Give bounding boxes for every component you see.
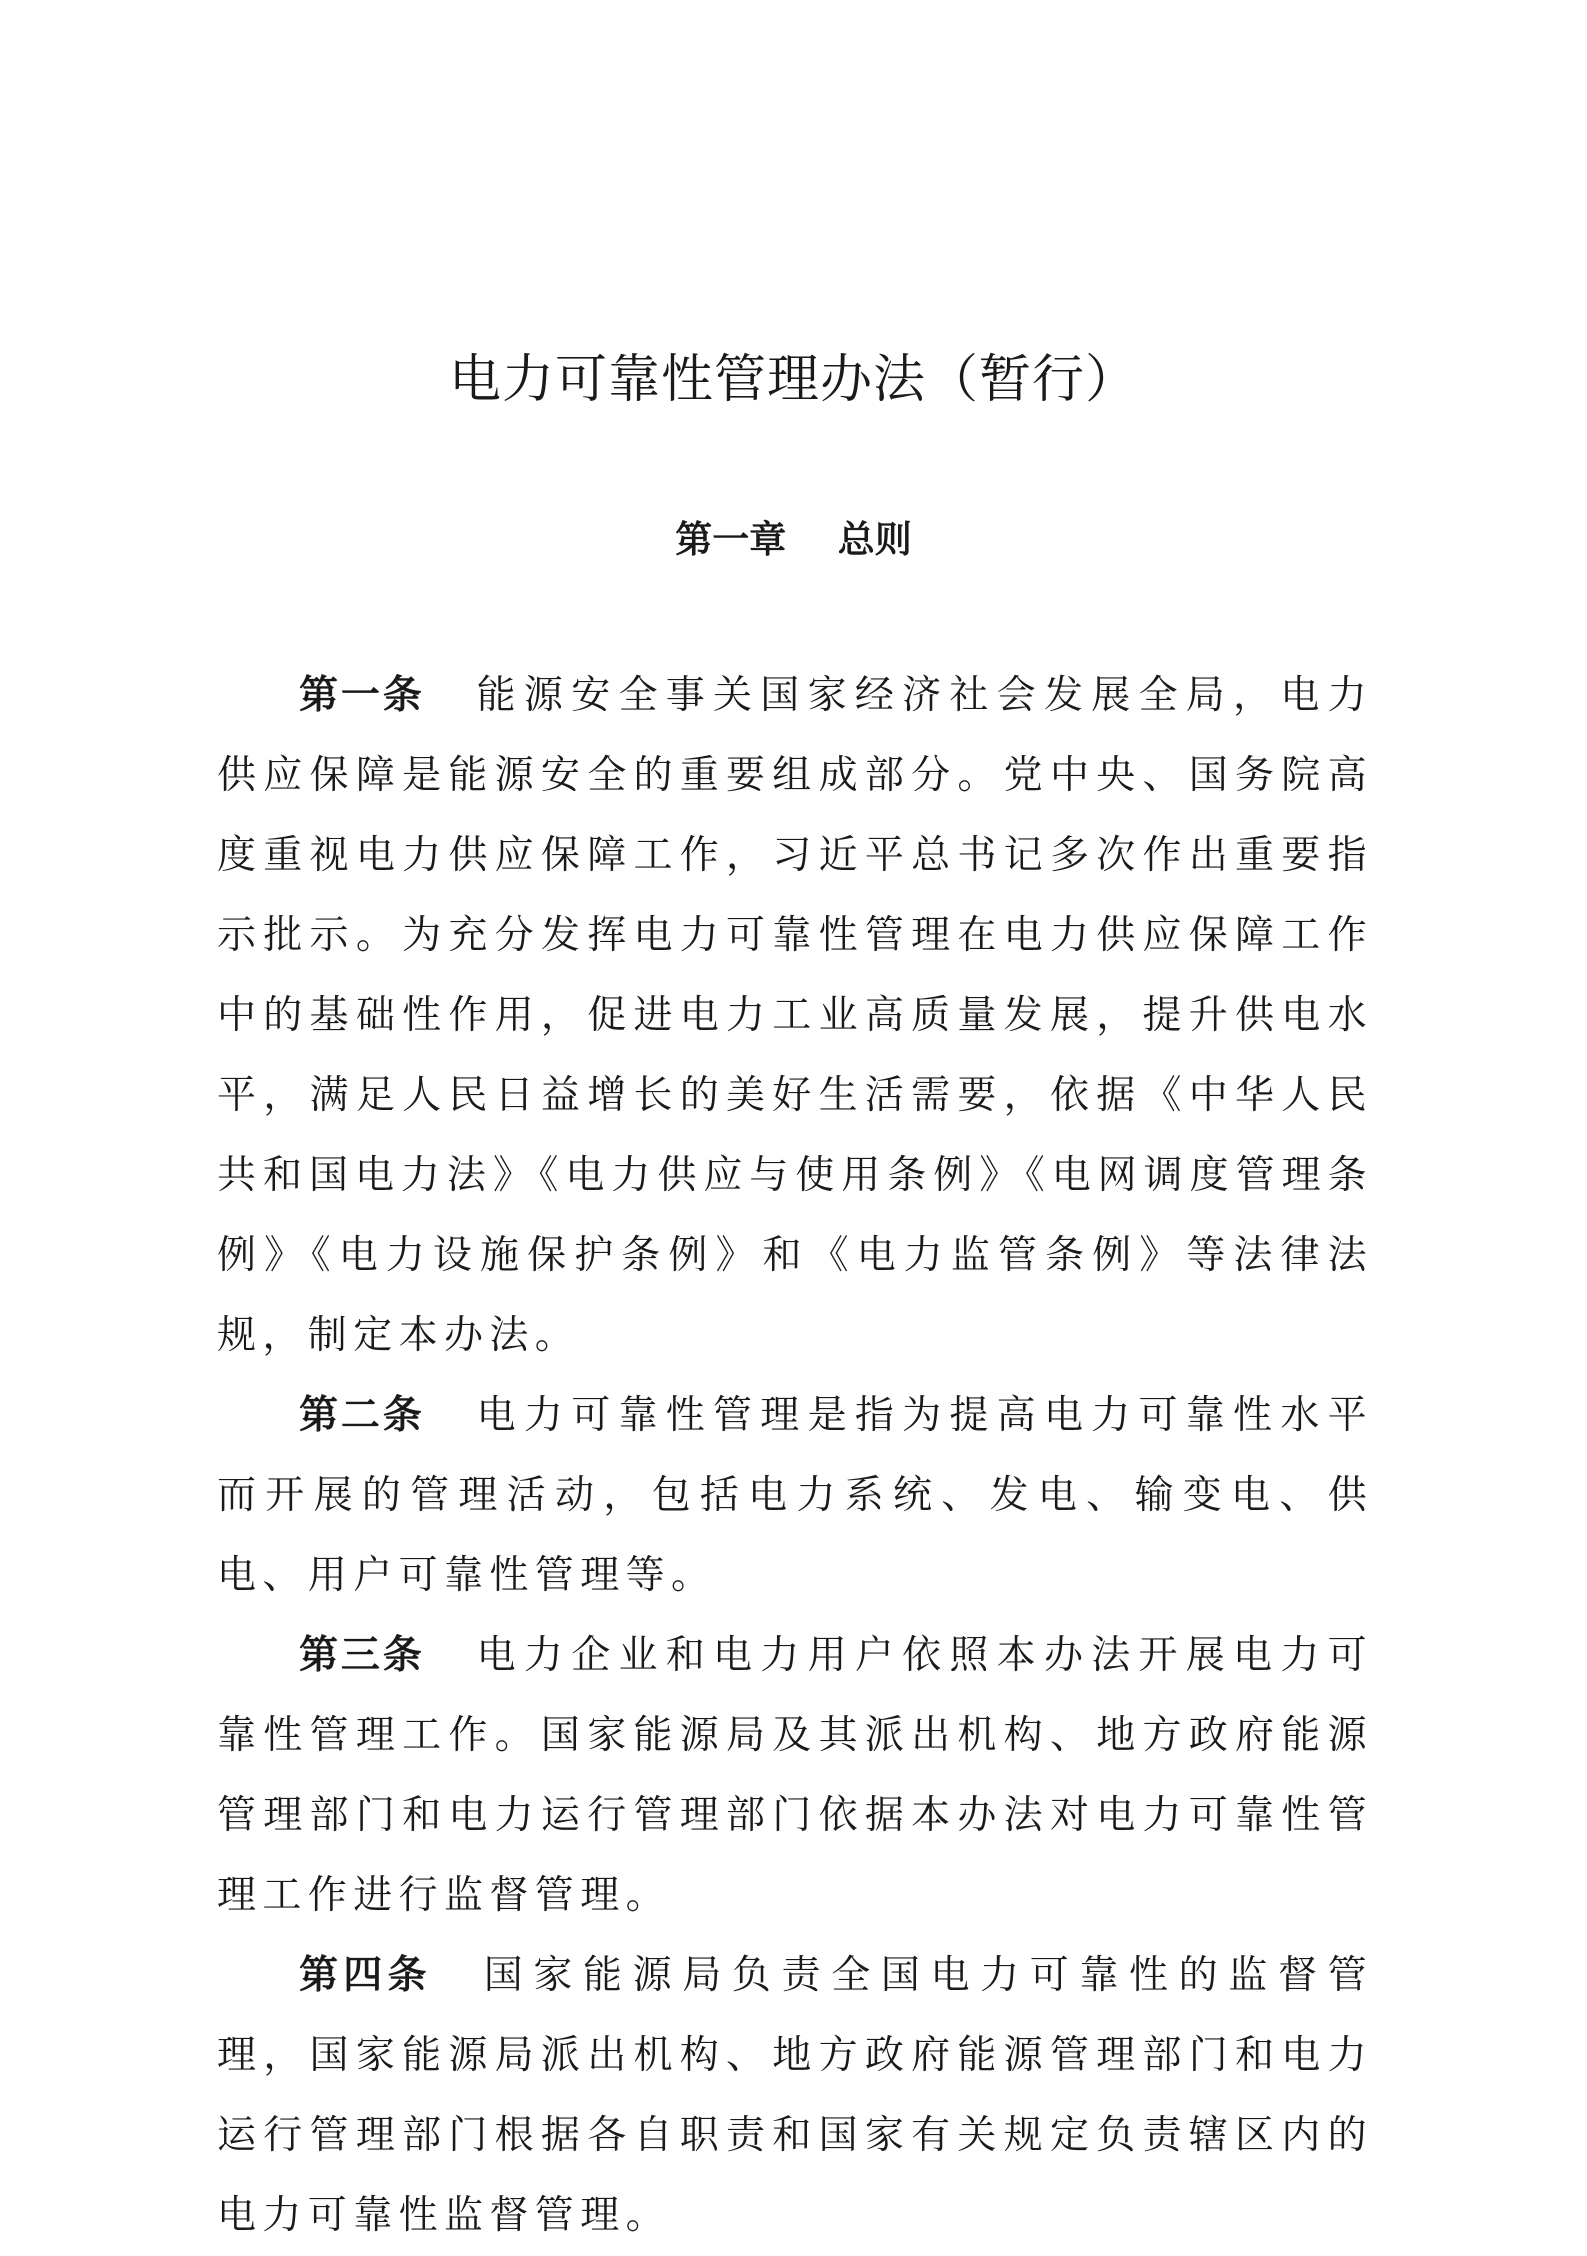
chapter-heading: 第一章 总则 (675, 518, 912, 561)
article-1 (217, 656, 1373, 1376)
article-number: 第三条 (299, 1633, 425, 1678)
article-text: 电力企业和电力用户依照本办法开展电力可靠性管理工作。国家能源局及其派出机构、地方政府能源管理部门和电力运行管理部门依据本办法对电力可靠性管理工作进行监督管理。 (217, 1633, 1373, 1918)
article-text: 电力可靠性管理是指为提高电力可靠性水平而开展的管理活动，包括电力系统、发电、输变电、供电、用户可靠性管理等。 (217, 1393, 1373, 1598)
article-number: 第二条 (299, 1393, 425, 1438)
article-text: 国家能源局负责全国电力可靠性的监督管理，国家能源局派出机构、地方政府能源管理部门和电力运行管理部门根据各自职责和国家有关规定负责辖区内的电力可靠性监督管理。 (217, 1953, 1373, 2238)
document-title: 电力可靠性管理办法（暂行） (448, 350, 1138, 410)
article-text: 能源安全事关国家经济社会发展全局，电力供应保障是能源安全的重要组成部分。党中央、国务院高度重视电力供应保障工作，习近平总书记多次作出重要指示批示。为充分发挥电力可靠性管理在电力供应保障工作中的基础性作用，促进电力工业高质量发展，提升供电水平，满足人民日益增长的美好生活需要，依据《中华人民共和国电力法》《电力供应与使用条例》《电网调度管理条例》《电力设施保护条例》和《电力监管条例》等法律法规，制定本办法。 (217, 673, 1373, 1358)
document-body (217, 656, 1373, 2256)
article-number: 第四条 (299, 1953, 432, 1998)
article-3 (217, 1616, 1373, 1936)
article-number: 第一条 (299, 673, 425, 718)
article-2 (217, 1376, 1373, 1616)
article-4 (217, 1936, 1373, 2256)
